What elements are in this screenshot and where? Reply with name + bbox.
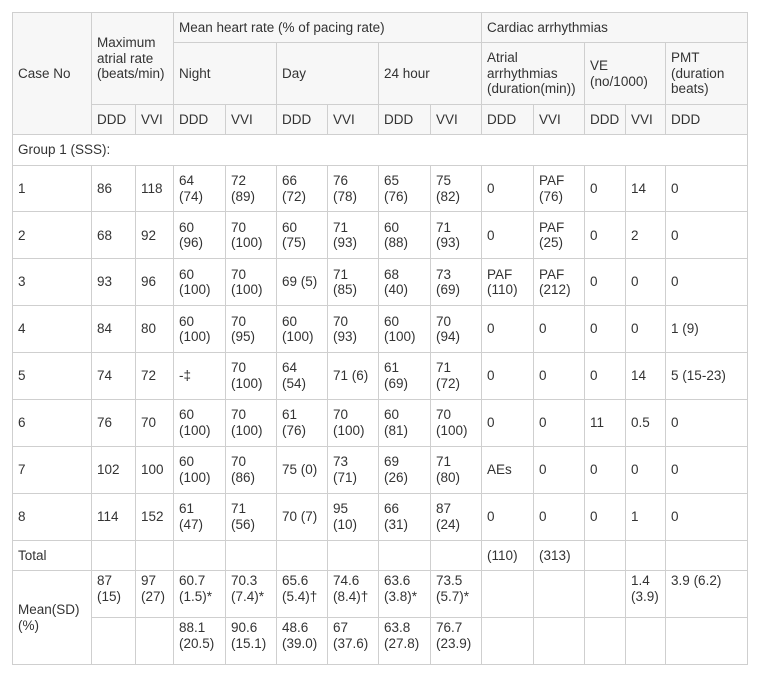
cell-ve-vvi: 0 xyxy=(626,446,666,493)
cell-h24-ddd: 61 (69) xyxy=(379,353,431,400)
header-ve: VE (no/1000) xyxy=(585,43,666,105)
header-24-hour: 24 hour xyxy=(379,43,482,105)
cell-case-no: 6 xyxy=(13,399,92,446)
cell-h24-vvi: 73 (69) xyxy=(431,259,482,306)
cell-night-vvi: 70 (95) xyxy=(226,306,277,353)
cell-ve-ddd: 0 xyxy=(585,165,626,212)
cell-case-no: 8 xyxy=(13,493,92,540)
header-day: Day xyxy=(277,43,379,105)
cell-max-rate-vvi: 96 xyxy=(136,259,174,306)
cell-ve-vvi: 0.5 xyxy=(626,399,666,446)
subheader-vvi: VVI xyxy=(431,105,482,135)
cell-atrial-vvi: 0 xyxy=(534,353,585,400)
empty-cell xyxy=(226,540,277,571)
subheader-ddd: DDD xyxy=(92,105,136,135)
mean-cell-day-ddd: 65.6 (5.4)† xyxy=(277,571,328,618)
mean-cell-night-vvi: 90.6 (15.1) xyxy=(226,618,277,665)
table-row xyxy=(13,493,748,540)
header-case-no: Case No xyxy=(13,13,92,135)
cell-max-rate-ddd: 84 xyxy=(92,306,136,353)
mean-cell-ve-vvi: 1.4 (3.9) xyxy=(626,571,666,618)
cell-ve-ddd: 11 xyxy=(585,399,626,446)
header-max-atrial-rate: Maximum atrial rate (beats/min) xyxy=(92,13,174,105)
cell-h24-vvi: 70 (94) xyxy=(431,306,482,353)
table-row xyxy=(13,212,748,259)
cell-max-rate-vvi: 118 xyxy=(136,165,174,212)
cell-atrial-ddd: 0 xyxy=(482,399,534,446)
header-atrial-arrhythmias: Atrial arrhythmias (duration(min)) xyxy=(482,43,585,105)
cell-pmt-ddd: 0 xyxy=(666,399,748,446)
table-row xyxy=(13,399,748,446)
mean-cell-max-rate-vvi xyxy=(136,618,174,665)
cell-atrial-vvi: PAF (76) xyxy=(534,165,585,212)
cell-max-rate-ddd: 74 xyxy=(92,353,136,400)
cell-day-vvi: 70 (93) xyxy=(328,306,379,353)
cell-ve-ddd: 0 xyxy=(585,446,626,493)
mean-cell-pmt-ddd xyxy=(666,618,748,665)
cell-max-rate-vvi: 100 xyxy=(136,446,174,493)
empty-cell xyxy=(328,540,379,571)
cell-day-vvi: 70 (100) xyxy=(328,399,379,446)
mean-cell-atrial-vvi xyxy=(534,571,585,618)
cell-day-vvi: 71 (93) xyxy=(328,212,379,259)
cell-night-ddd: 60 (100) xyxy=(174,399,226,446)
mean-cell-h24-vvi: 76.7 (23.9) xyxy=(431,618,482,665)
total-atrial-ddd: (110) xyxy=(482,540,534,571)
empty-cell xyxy=(92,540,136,571)
cell-ve-ddd: 0 xyxy=(585,493,626,540)
mean-label: Mean(SD) (%) xyxy=(13,571,92,665)
cell-atrial-vvi: PAF (212) xyxy=(534,259,585,306)
cell-atrial-ddd: 0 xyxy=(482,493,534,540)
cell-atrial-ddd: AEs xyxy=(482,446,534,493)
subheader-vvi: VVI xyxy=(626,105,666,135)
table-row xyxy=(13,306,748,353)
mean-cell-night-vvi: 70.3 (7.4)* xyxy=(226,571,277,618)
cell-day-ddd: 60 (100) xyxy=(277,306,328,353)
cell-h24-ddd: 60 (81) xyxy=(379,399,431,446)
empty-cell xyxy=(626,540,666,571)
cell-h24-ddd: 68 (40) xyxy=(379,259,431,306)
cell-night-vvi: 71 (56) xyxy=(226,493,277,540)
cell-max-rate-ddd: 68 xyxy=(92,212,136,259)
cell-case-no: 3 xyxy=(13,259,92,306)
cell-pmt-ddd: 0 xyxy=(666,212,748,259)
cell-night-ddd: 60 (100) xyxy=(174,259,226,306)
empty-cell xyxy=(379,540,431,571)
mean-cell-ve-vvi xyxy=(626,618,666,665)
mean-cell-max-rate-ddd: 87 (15) xyxy=(92,571,136,618)
subheader-ddd: DDD xyxy=(174,105,226,135)
mean-cell-day-ddd: 48.6 (39.0) xyxy=(277,618,328,665)
header-mean-heart-rate: Mean heart rate (% of pacing rate) xyxy=(174,13,482,43)
cell-night-ddd: 61 (47) xyxy=(174,493,226,540)
cell-max-rate-vvi: 152 xyxy=(136,493,174,540)
cell-h24-ddd: 60 (100) xyxy=(379,306,431,353)
cell-h24-vvi: 71 (80) xyxy=(431,446,482,493)
cell-ve-ddd: 0 xyxy=(585,353,626,400)
cell-night-ddd: 64 (74) xyxy=(174,165,226,212)
cell-day-ddd: 64 (54) xyxy=(277,353,328,400)
subheader-ddd: DDD xyxy=(277,105,328,135)
total-row xyxy=(13,540,748,571)
cell-atrial-ddd: 0 xyxy=(482,212,534,259)
cell-day-vvi: 73 (71) xyxy=(328,446,379,493)
cell-ve-vvi: 0 xyxy=(626,306,666,353)
cell-day-ddd: 60 (75) xyxy=(277,212,328,259)
empty-cell xyxy=(174,540,226,571)
cell-case-no: 4 xyxy=(13,306,92,353)
cell-night-vvi: 72 (89) xyxy=(226,165,277,212)
cell-max-rate-vvi: 72 xyxy=(136,353,174,400)
mean-cell-night-ddd: 88.1 (20.5) xyxy=(174,618,226,665)
cell-atrial-ddd: 0 xyxy=(482,353,534,400)
cell-day-ddd: 75 (0) xyxy=(277,446,328,493)
cell-max-rate-ddd: 114 xyxy=(92,493,136,540)
header-night: Night xyxy=(174,43,277,105)
cell-h24-ddd: 60 (88) xyxy=(379,212,431,259)
empty-cell xyxy=(666,540,748,571)
cell-night-vvi: 70 (100) xyxy=(226,399,277,446)
table-row xyxy=(13,259,748,306)
cell-pmt-ddd: 1 (9) xyxy=(666,306,748,353)
cell-case-no: 7 xyxy=(13,446,92,493)
group-row xyxy=(13,135,748,166)
cell-max-rate-vvi: 80 xyxy=(136,306,174,353)
cell-day-vvi: 95 (10) xyxy=(328,493,379,540)
group-label: Group 1 (SSS): xyxy=(13,135,748,166)
cell-h24-vvi: 71 (93) xyxy=(431,212,482,259)
cell-day-vvi: 76 (78) xyxy=(328,165,379,212)
cell-day-ddd: 61 (76) xyxy=(277,399,328,446)
cell-atrial-vvi: 0 xyxy=(534,493,585,540)
mean-cell-pmt-ddd: 3.9 (6.2) xyxy=(666,571,748,618)
cell-night-ddd: 60 (100) xyxy=(174,446,226,493)
empty-cell xyxy=(431,540,482,571)
cell-atrial-ddd: 0 xyxy=(482,306,534,353)
cell-ve-vvi: 1 xyxy=(626,493,666,540)
cell-case-no: 5 xyxy=(13,353,92,400)
cell-ve-vvi: 2 xyxy=(626,212,666,259)
cell-night-vvi: 70 (100) xyxy=(226,259,277,306)
cell-atrial-vvi: 0 xyxy=(534,399,585,446)
cell-ve-ddd: 0 xyxy=(585,259,626,306)
table-row xyxy=(13,353,748,400)
cell-day-vvi: 71 (85) xyxy=(328,259,379,306)
cell-night-vvi: 70 (100) xyxy=(226,353,277,400)
cell-night-ddd: 60 (96) xyxy=(174,212,226,259)
empty-cell xyxy=(136,540,174,571)
cell-max-rate-ddd: 102 xyxy=(92,446,136,493)
subheader-vvi: VVI xyxy=(328,105,379,135)
mean-cell-atrial-ddd xyxy=(482,618,534,665)
cell-case-no: 1 xyxy=(13,165,92,212)
cell-h24-vvi: 75 (82) xyxy=(431,165,482,212)
cell-max-rate-ddd: 76 xyxy=(92,399,136,446)
subheader-ddd: DDD xyxy=(482,105,534,135)
cell-max-rate-vvi: 70 xyxy=(136,399,174,446)
subheader-ddd: DDD xyxy=(379,105,431,135)
cell-atrial-vvi: 0 xyxy=(534,306,585,353)
cell-night-ddd: -‡ xyxy=(174,353,226,400)
mean-row xyxy=(13,618,748,665)
cell-max-rate-vvi: 92 xyxy=(136,212,174,259)
cell-max-rate-ddd: 93 xyxy=(92,259,136,306)
mean-cell-ve-ddd xyxy=(585,571,626,618)
arrhythmia-table xyxy=(12,12,748,665)
cell-night-ddd: 60 (100) xyxy=(174,306,226,353)
cell-pmt-ddd: 0 xyxy=(666,446,748,493)
cell-day-ddd: 66 (72) xyxy=(277,165,328,212)
mean-cell-ve-ddd xyxy=(585,618,626,665)
cell-pmt-ddd: 0 xyxy=(666,165,748,212)
cell-night-vvi: 70 (86) xyxy=(226,446,277,493)
mean-cell-day-vvi: 74.6 (8.4)† xyxy=(328,571,379,618)
empty-cell xyxy=(277,540,328,571)
cell-h24-ddd: 66 (31) xyxy=(379,493,431,540)
cell-ve-vvi: 0 xyxy=(626,259,666,306)
mean-cell-h24-vvi: 73.5 (5.7)* xyxy=(431,571,482,618)
subheader-ddd: DDD xyxy=(666,105,748,135)
cell-h24-vvi: 87 (24) xyxy=(431,493,482,540)
cell-h24-vvi: 71 (72) xyxy=(431,353,482,400)
cell-h24-ddd: 69 (26) xyxy=(379,446,431,493)
cell-ve-ddd: 0 xyxy=(585,306,626,353)
mean-cell-atrial-ddd xyxy=(482,571,534,618)
mean-cell-atrial-vvi xyxy=(534,618,585,665)
total-label: Total xyxy=(13,540,92,571)
mean-cell-max-rate-vvi: 97 (27) xyxy=(136,571,174,618)
header-pmt: PMT (duration beats) xyxy=(666,43,748,105)
subheader-vvi: VVI xyxy=(226,105,277,135)
cell-day-vvi: 71 (6) xyxy=(328,353,379,400)
cell-day-ddd: 69 (5) xyxy=(277,259,328,306)
cell-pmt-ddd: 0 xyxy=(666,259,748,306)
cell-day-ddd: 70 (7) xyxy=(277,493,328,540)
mean-cell-day-vvi: 67 (37.6) xyxy=(328,618,379,665)
empty-cell xyxy=(585,540,626,571)
cell-ve-vvi: 14 xyxy=(626,353,666,400)
cell-pmt-ddd: 5 (15-23) xyxy=(666,353,748,400)
table-row xyxy=(13,165,748,212)
header-cardiac-arrhythmias: Cardiac arrhythmias xyxy=(482,13,748,43)
cell-ve-ddd: 0 xyxy=(585,212,626,259)
total-atrial-vvi: (313) xyxy=(534,540,585,571)
subheader-vvi: VVI xyxy=(534,105,585,135)
cell-atrial-ddd: PAF (110) xyxy=(482,259,534,306)
cell-atrial-ddd: 0 xyxy=(482,165,534,212)
mean-cell-max-rate-ddd xyxy=(92,618,136,665)
cell-case-no: 2 xyxy=(13,212,92,259)
mean-cell-h24-ddd: 63.8 (27.8) xyxy=(379,618,431,665)
cell-max-rate-ddd: 86 xyxy=(92,165,136,212)
cell-atrial-vvi: 0 xyxy=(534,446,585,493)
subheader-vvi: VVI xyxy=(136,105,174,135)
mean-row xyxy=(13,571,748,618)
cell-ve-vvi: 14 xyxy=(626,165,666,212)
mean-cell-night-ddd: 60.7 (1.5)* xyxy=(174,571,226,618)
cell-h24-ddd: 65 (76) xyxy=(379,165,431,212)
cell-h24-vvi: 70 (100) xyxy=(431,399,482,446)
cell-atrial-vvi: PAF (25) xyxy=(534,212,585,259)
mean-cell-h24-ddd: 63.6 (3.8)* xyxy=(379,571,431,618)
table-row xyxy=(13,446,748,493)
subheader-ddd: DDD xyxy=(585,105,626,135)
cell-night-vvi: 70 (100) xyxy=(226,212,277,259)
cell-pmt-ddd: 0 xyxy=(666,493,748,540)
